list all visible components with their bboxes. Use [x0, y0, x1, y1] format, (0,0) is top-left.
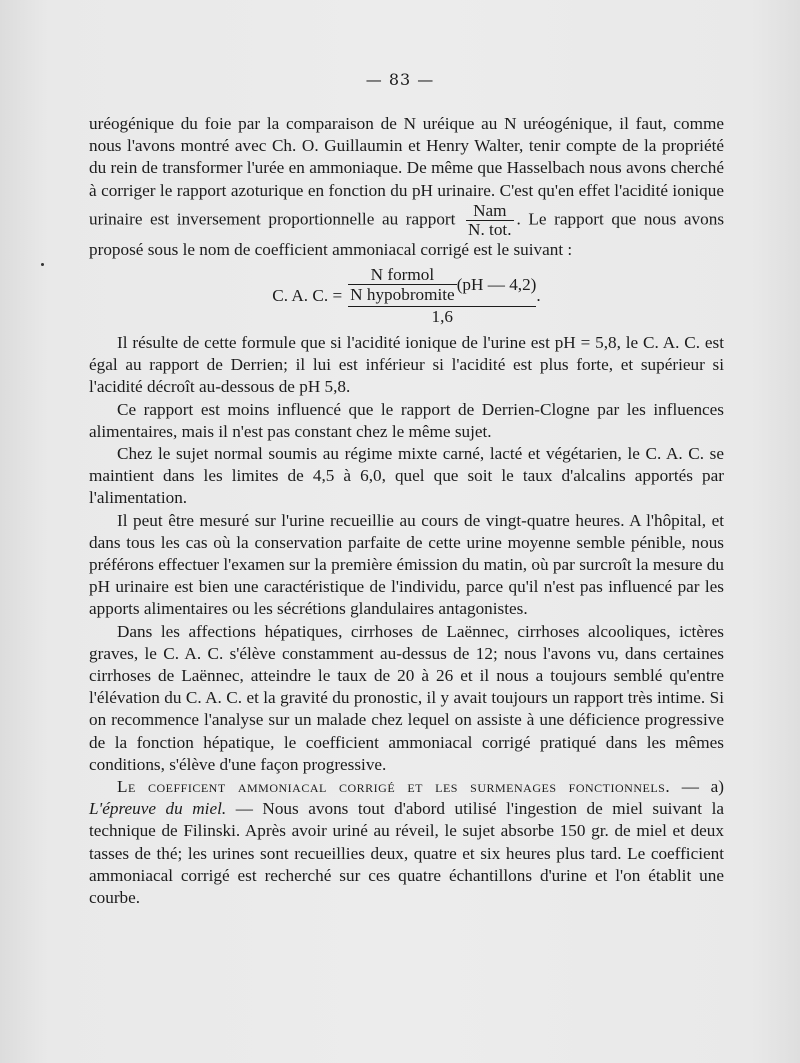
- formula-denominator: 1,6: [431, 307, 454, 327]
- section-paragraph: [89, 776, 724, 909]
- section-text: — Nous avons tout d'abord utilisé l'ingestion de miel suivant la technique de Filinski. Après avoir uriné au réveil, le sujet absorbe 150 gr. de miel et deux tasses de thé; les urines sont recueillies deux, quatre et six heures plus tard. Le coefficient ammoniacal corrigé est recherché sur ces quatre échantillons d'urine et l'on établit une courbe.: [89, 799, 724, 908]
- formula-lhs: C. A. C. =: [272, 286, 343, 306]
- paragraph-3: Ce rapport est moins influencé que le rapport de Derrien-Clogne par les influences alimentaires, mais il n'est pas constant chez le même sujet.: [89, 399, 724, 441]
- cac-formula: [89, 265, 724, 326]
- paragraph-5: Il peut être mesuré sur l'urine recueillie au cours de vingt-quatre heures. A l'hôpital, et dans tous les cas où la conservation parfaite de cette urine moyenne semble pénible, nous préférons effectuer l'examen sur la première émission du matin, où par surcroît la mesure du pH urinaire est bien une caractéristique de l'individu, parce qu'il n'est pas influencé par les apports alimentaires ou les sécrétions glandulaires antagonistes.: [89, 510, 724, 619]
- body-text: [89, 113, 724, 909]
- paragraph-4: Chez le sujet normal soumis au régime mixte carné, lacté et végétarien, le C. A. C. se maintient dans les limites de 4,5 à 6,0, quel que soit le taux d'alcalins apportés par l'alimentation.: [89, 444, 724, 508]
- paragraph-2: Il résulte de cette formule que si l'acidité ionique de l'urine est pH = 5,8, le C. A. C. est égal au rapport de Derrien; il lui est inférieur si l'acidité est plus forte, et supérieur si l'acidité décroît au-dessous de pH 5,8.: [89, 333, 724, 397]
- formula-numerator: [348, 265, 536, 307]
- page-number: — 83 —: [365, 70, 435, 89]
- formula-inner-fraction: [348, 265, 457, 304]
- paragraph-1: [89, 113, 724, 261]
- section-subheading: L'épreuve du miel.: [89, 799, 227, 819]
- paragraph-1-text-b: . Le rapport que nous avons proposé sous le nom de coefficient ammoniacal corrigé est le suivant :: [89, 209, 725, 259]
- margin-mark: [41, 263, 44, 266]
- ratio-numerator: Nam: [466, 202, 513, 221]
- section-dash: — a): [670, 777, 724, 797]
- formula-end: .: [536, 286, 541, 306]
- formula-inner-denominator: N hypobromite: [350, 285, 455, 305]
- ratio-fraction: [466, 202, 513, 239]
- paragraph-6: Dans les affections hépatiques, cirrhoses de Laënnec, cirrhoses alcooliques, ictères graves, le C. A. C. s'élève constamment au-dessus de 12; nous l'avons vu, dans certaines cirrhoses de Laënnec, atteindre le taux de 20 à 26 et il nous a toujours semblé qu'entre l'élévation du C. A. C. et la gravité du pronostic, il y avait toujours un rapport très intime. Si on recommence l'analyse sur un malade chez lequel on assiste à une déficience progressive de la fonction hépatique, le coefficient ammoniacal corrigé pratiqué dans les mêmes conditions, s'élève d'une façon progressive.: [89, 621, 724, 774]
- paragraph-1-text-a: uréogénique du foie par la comparaison de N uréique au N uréogénique, il faut, comme nous l'avons montré avec Ch. O. Guillaumin et Henry Walter, tenir compte de la propriété du rein de transformer l'urée en ammoniaque. De même que Hasselbach nous avons cherché à corriger le rapport azoturique en fonction du pH urinaire. C'est qu'en effet l'acidité ionique urinaire est inversement proportionnelle au rapport: [89, 114, 724, 229]
- ratio-denominator: N. tot.: [468, 219, 512, 239]
- formula-fraction: [348, 265, 536, 326]
- section-heading: Le coefficent ammoniacal corrigé et les surmenages fonctionnels.: [117, 777, 671, 797]
- formula-inner-numerator: N formol: [348, 265, 457, 285]
- formula-factor: (pH — 4,2): [456, 275, 537, 295]
